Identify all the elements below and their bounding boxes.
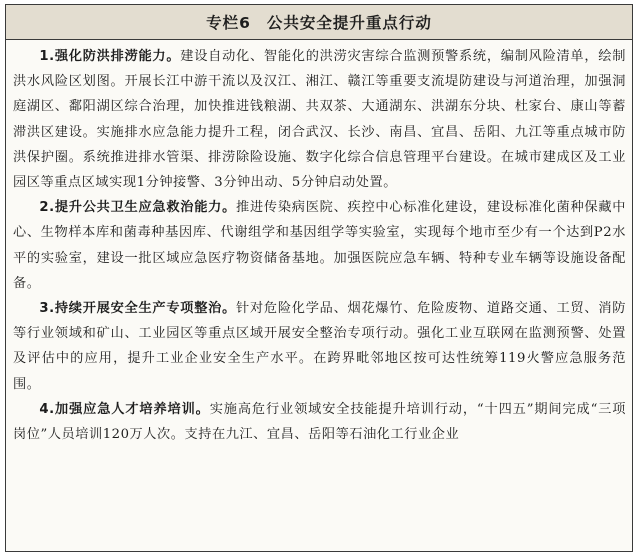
box-title: 公共安全提升重点行动: [266, 14, 432, 32]
section-1-body: 建设自动化、智能化的洪涝灾害综合监测预警系统，编制风险清单，绘制洪水风险区划图。开展长江中游干流以及汉江、湘江、赣江等重要支流堤防建设与河道治理，加强洞庭湖区、鄱阳湖区综合治理，加快推进钱粮湖、共双茶、大通湖东、洪湖东分块、杜家台、康山等蓄滞洪区建设。实施排水应急能力提升工程，闭合武汉、长沙、南昌、宜昌、岳阳、九江等重点城市防洪保护圈。系统推进排水管渠、排涝除险设施、数字化综合信息管理平台建设。在城市建成区及工业园区等重点区域实现1分钟接警、3分钟出动、5分钟启动处置。: [13, 49, 626, 191]
section-3-heading: 3.持续开展安全生产专项整治。: [39, 301, 237, 317]
section-2-body: 推进传染病医院、疾控中心标准化建设，建设标准化菌种保藏中心、生物样本库和菌毒种基因库、代谢组学和基因组学等实验室，实现每个地市至少有一个达到P2水平的实验室，建设一批区域应急医疗物资储备基地。加强医院应急车辆、特种专业车辆等设施设备配备。: [13, 200, 626, 291]
section-4: [13, 397, 626, 447]
section-1-heading: 1.强化防洪排涝能力。: [39, 49, 181, 64]
section-3: [13, 296, 626, 397]
feature-box: [5, 4, 633, 552]
section-4-heading: 4.加强应急人才培养培训。: [39, 401, 210, 417]
section-2: [13, 195, 626, 296]
box-header: [6, 5, 632, 40]
section-3-body: 针对危险化学品、烟花爆竹、危险废物、道路交通、工贸、消防等行业领域和矿山、工业园区等重点区域开展安全整治专项行动。强化工业互联网在监测预警、处置及评估中的应用，提升工业企业安全生产水平。在跨界毗邻地区按可达性统筹119火警应急服务范围。: [13, 301, 626, 392]
section-1: [13, 44, 626, 195]
box-content: [6, 40, 632, 447]
section-2-heading: 2.提升公共卫生应急救治能力。: [39, 200, 237, 216]
section-4-body: 实施高危行业领域安全技能提升培训行动，“十四五”期间完成“三项岗位”人员培训120万人次。支持在九江、宜昌、岳阳等石油化工行业企业: [13, 401, 626, 443]
box-number: 专栏6: [206, 14, 251, 32]
